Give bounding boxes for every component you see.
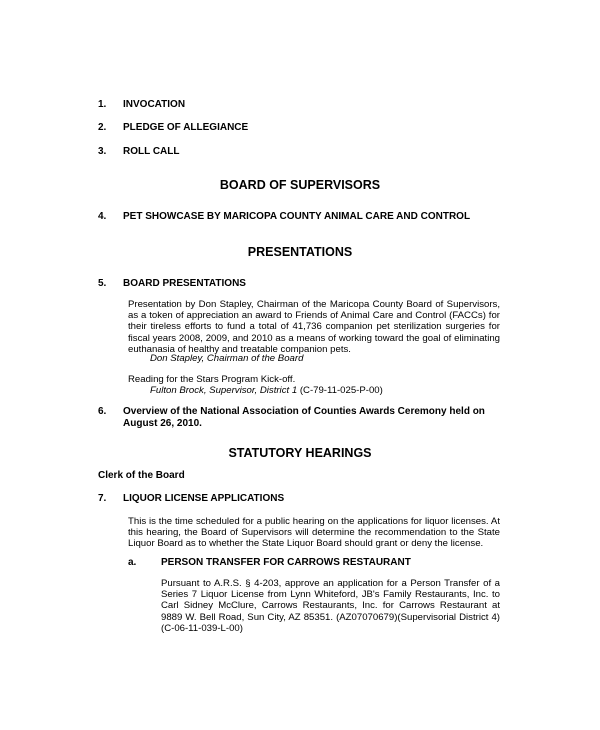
- sub-item-carrows-transfer: PERSON TRANSFER FOR CARROWS RESTAURANT: [161, 557, 411, 568]
- item-roll-call: ROLL CALL: [123, 146, 180, 157]
- stars-program-signature: [150, 385, 383, 396]
- carrows-transfer-paragraph: Pursuant to A.R.S. § 4-203, approve an application for a Person Transfer of a Series 7 Liquor License from Lynn Whiteford, JB's Family Restaurants, Inc. to Carl Sidney McClure, Carrows Restaurants, Inc. for Carrows Restaurant at 9889 W. Bell Road, Sun City, AZ 85351. (AZ07070679)(Supervisorial District 4) (C-06-11-039-L-00): [161, 578, 500, 634]
- item-naco-overview: Overview of the National Association of Counties Awards Ceremony held on August 26, 2010.: [123, 406, 485, 429]
- section-board-of-supervisors: BOARD OF SUPERVISORS: [219, 178, 381, 192]
- sub-item-letter: a.: [128, 557, 137, 568]
- stars-program-reference: (C-79-11-025-P-00): [297, 385, 383, 396]
- item-invocation: INVOCATION: [123, 99, 186, 110]
- item-number: 5.: [98, 278, 107, 289]
- liquor-license-paragraph: This is the time scheduled for a public hearing on the applications for liquor licenses. At this hearing, the Board of Supervisors will determine the recommendation to the State Liquor Board as to whether the State Liquor Board should grant or deny the license.: [128, 516, 500, 550]
- item-liquor-license: LIQUOR LICENSE APPLICATIONS: [123, 493, 285, 504]
- presentation-signature: Don Stapley, Chairman of the Board: [150, 353, 304, 364]
- item-number: 2.: [98, 122, 107, 133]
- item-number: 3.: [98, 146, 107, 157]
- item-number: 1.: [98, 99, 107, 110]
- presentation-paragraph: Presentation by Don Stapley, Chairman of the Maricopa County Board of Supervisors, as a token of appreciation an award to Friends of Animal Care and Control (FACCs) for their tireless efforts to fund a total of 41,736 companion pet sterilization surgeries for fiscal years 2008, 2009, and 2010 as a means of working toward the goal of eliminating euthanasia of healthy and treatable companion pets.: [128, 299, 500, 355]
- section-statutory-hearings: STATUTORY HEARINGS: [228, 446, 372, 460]
- item-number: 7.: [98, 493, 107, 504]
- item-board-presentations: BOARD PRESENTATIONS: [123, 278, 246, 289]
- stars-program-signer: Fulton Brock, Supervisor, District 1: [150, 385, 298, 396]
- stars-program-text: Reading for the Stars Program Kick-off.: [128, 374, 296, 385]
- clerk-of-the-board-heading: Clerk of the Board: [98, 470, 185, 481]
- item-pledge: PLEDGE OF ALLEGIANCE: [123, 122, 249, 133]
- section-presentations: PRESENTATIONS: [247, 245, 353, 259]
- item-number: 6.: [98, 406, 107, 417]
- item-pet-showcase: PET SHOWCASE BY MARICOPA COUNTY ANIMAL CARE AND CONTROL: [123, 211, 471, 222]
- item-number: 4.: [98, 211, 107, 222]
